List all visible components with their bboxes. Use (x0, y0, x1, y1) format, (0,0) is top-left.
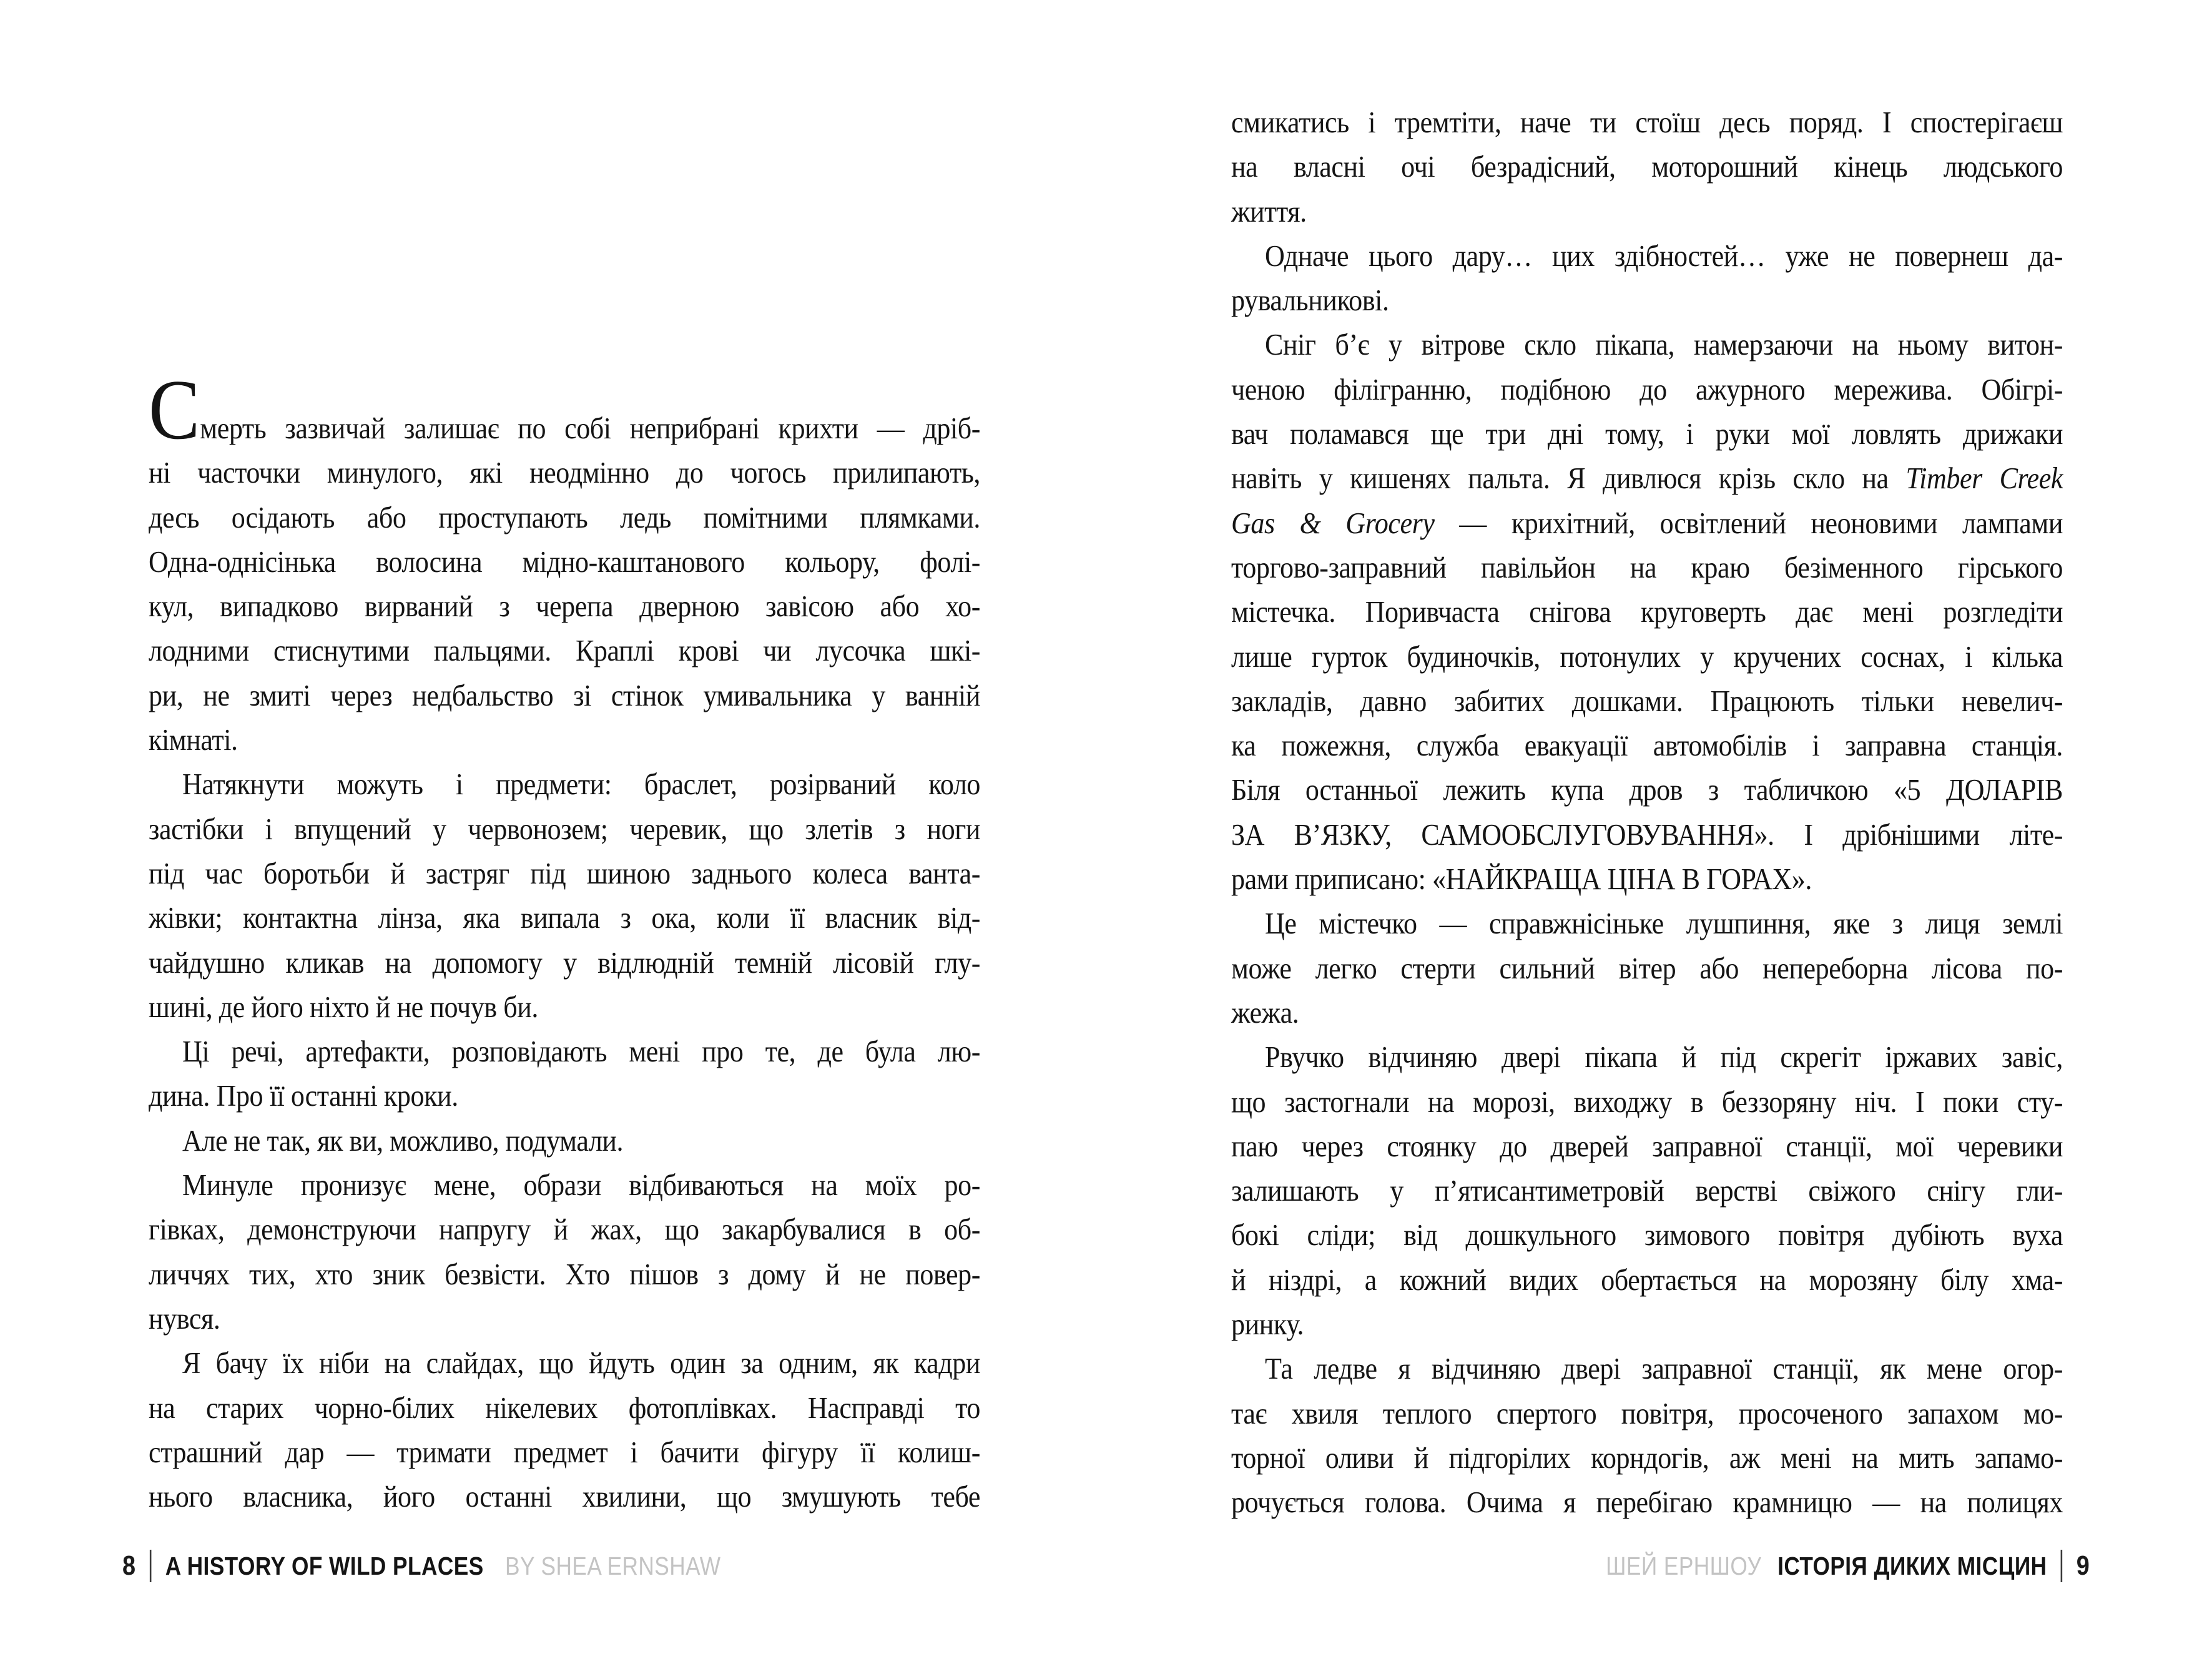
body-text: Минуле пронизує мене, образи відбиваються на моїх ро- (182, 1168, 980, 1203)
text-line (1231, 1213, 2063, 1257)
body-text: залишають у п’ятисантиметровій верстві свіжого снігу гли- (1231, 1173, 2063, 1208)
page-number-right: 9 (2076, 1550, 2090, 1581)
text-line (149, 1252, 980, 1296)
text-line (1231, 367, 2063, 411)
text-line (1231, 234, 2063, 278)
body-text: навіть у кишенях пальта. Я дивлюся крізь скло на (1231, 461, 1906, 496)
body-text: мерть зазвичай залишає по собі неприбрані крихти — дріб- (200, 411, 980, 445)
body-text: торгово-заправний павільйон на краю безіменного гірського (1231, 549, 2063, 584)
text-line (1231, 1435, 2063, 1480)
text-line (149, 495, 980, 539)
body-text: може легко стерти сильний вітер або непереборна лісова по- (1231, 950, 2063, 985)
text-line (1231, 411, 2063, 456)
body-text: личчях тих, хто зник безвісти. Хто пішов з дому й не повер- (149, 1256, 980, 1291)
body-text: жежа. (1231, 995, 1299, 1030)
text-line (1231, 1080, 2063, 1124)
footer-author-ukrainian: ШЕЙ ЕРНШОУ (1605, 1551, 1762, 1580)
right-footer (1606, 1547, 2090, 1585)
body-text: нього власника, його останні хвилини, що змушують тебе (149, 1479, 980, 1514)
body-text: десь осідають або проступають ледь помітними плямками. (149, 500, 980, 534)
text-line (1231, 144, 2063, 189)
text-line (1231, 545, 2063, 589)
body-text: Я бачу їх ніби на слайдах, що йдуть один за одним, як кадри (182, 1346, 980, 1381)
footer-author-english: BY SHEA ERNSHAW (505, 1551, 721, 1580)
text-line (149, 1163, 980, 1207)
text-line (1231, 100, 2063, 144)
text-line (1231, 501, 2063, 545)
text-line (1231, 1168, 2063, 1213)
drop-cap: С (149, 362, 200, 457)
body-text: ні часточки минулого, які неодмінно до чогось прилипають, (149, 455, 980, 490)
body-text: Одна-однісінька волосина мідно-каштанового кольору, фолі- (149, 544, 980, 579)
body-text: тає хвиля теплого спертого повітря, просоченого запахом мо- (1231, 1396, 2063, 1430)
text-line (1231, 1391, 2063, 1435)
footer-divider (150, 1550, 152, 1582)
body-text: страшний дар — тримати предмет і бачити фігуру її колиш- (149, 1434, 980, 1469)
text-line (1231, 1346, 2063, 1391)
body-text: кімнаті. (149, 722, 238, 757)
body-text: рувальникові. (1231, 283, 1389, 318)
body-text: гівках, демонструючи напругу й жах, що закарбувалися в об- (149, 1212, 980, 1247)
body-text: ка пожежня, служба евакуації автомобілів і заправна станція. (1231, 728, 2063, 763)
footer-divider (2061, 1550, 2063, 1582)
text-line (1231, 1124, 2063, 1168)
body-text: шині, де його ніхто й не почув би. (149, 989, 538, 1024)
body-text: що застогнали на морозі, виходжу в беззоряну ніч. І поки сту- (1231, 1084, 2063, 1119)
body-text: паю через стоянку до дверей заправної станції, мої черевики (1231, 1128, 2063, 1163)
text-line (1231, 679, 2063, 723)
text-line (1231, 1035, 2063, 1079)
text-line (149, 1341, 980, 1385)
text-line (1231, 767, 2063, 812)
body-text: Це містечко — справжнісіньке лушпиння, яке з лиця землі (1265, 906, 2063, 941)
text-line (1231, 946, 2063, 990)
text-line (1231, 456, 2063, 500)
text-line (1231, 1258, 2063, 1302)
body-text: бокі сліди; від дошкульного зимового повітря дубіють вуха (1231, 1218, 2063, 1253)
text-line (149, 762, 980, 806)
footer-book-title-ukrainian: ІСТОРІЯ ДИКИХ МІСЦИН (1777, 1551, 2047, 1580)
text-line (149, 1073, 980, 1118)
body-text: рами приписано: «НАЙКРАЩА ЦІНА В ГОРАХ». (1231, 862, 1812, 897)
text-line (149, 1296, 980, 1341)
italic-text: Timber Creek (1905, 461, 2063, 496)
body-text: на власні очі безрадісний, моторошний кінець людського (1231, 149, 2063, 184)
body-text: на старих чорно-білих нікелевих фотоплівках. Насправді то (149, 1390, 980, 1425)
text-line (149, 1386, 980, 1430)
right-text-column (1231, 100, 2063, 1525)
text-line (1231, 589, 2063, 634)
body-text: ченою філігранню, подібною до ажурного мережива. Обігрі- (1231, 372, 2063, 406)
body-text: ЗА В’ЯЗКУ, САМООБСЛУГОВУВАННЯ». І дрібнішими літе- (1231, 817, 2063, 852)
body-text: й ніздрі, а кожний видих обертається на морозяну білу хма- (1231, 1262, 2063, 1297)
text-line (149, 895, 980, 940)
body-text: дина. Про її останні кроки. (149, 1078, 458, 1113)
body-text: вач поламався ще три дні тому, і руки мої ловлять дрижаки (1231, 416, 2063, 451)
text-line (149, 1207, 980, 1251)
text-line (1231, 723, 2063, 767)
body-text: Але не так, як ви, можливо, подумали. (182, 1123, 624, 1158)
body-text: під час боротьби й застряг під шиною заднього колеса ванта- (149, 855, 980, 890)
body-text: ри, не змиті через недбальство зі стінок умивальника у ванній (149, 677, 980, 712)
body-text: застібки і впущений у червонозем; черевик, що злетів з ноги (149, 811, 980, 846)
body-text: містечка. Поривчаста снігова круговерть дає мені розгледіти (1231, 594, 2063, 629)
text-line (149, 940, 980, 985)
text-line (1231, 1302, 2063, 1346)
text-line (149, 539, 980, 584)
body-text: торної оливи й підгорілих корндогів, аж мені на мить запамо- (1231, 1440, 2063, 1475)
body-text: ринку. (1231, 1307, 1304, 1342)
text-line (149, 628, 980, 672)
text-line (1231, 990, 2063, 1035)
body-text: чайдушно кликав на допомогу у відлюдній темній лісовій глу- (149, 945, 980, 980)
body-text: лише гурток будиночків, потонулих у кручених соснах, і кілька (1231, 639, 2063, 674)
text-line (1231, 634, 2063, 679)
body-text: нувся. (149, 1301, 220, 1336)
text-line (1231, 857, 2063, 901)
left-text-column (149, 362, 980, 1519)
text-line (149, 1029, 980, 1073)
body-text: Натякнути можуть і предмети: браслет, розірваний коло (182, 767, 980, 802)
text-line (149, 584, 980, 628)
body-text: закладів, давно забитих дошками. Працюють тільки невелич- (1231, 683, 2063, 718)
text-line (1231, 901, 2063, 945)
body-text: лодними стиснутими пальцями. Краплі крові чи лусочка шкі- (149, 633, 980, 668)
text-line (149, 1430, 980, 1474)
body-text: Та ледве я відчиняю двері заправної станції, як мене огор- (1265, 1351, 2063, 1386)
text-line (1231, 189, 2063, 234)
body-text: Сніг б’є у вітрове скло пікапа, намерзаючи на ньому витон- (1265, 327, 2063, 362)
page-number-left: 8 (122, 1550, 136, 1581)
text-line (1231, 322, 2063, 367)
body-text: Рвучко відчиняю двері пікапа й під скрегіт іржавих завіс, (1265, 1040, 2063, 1075)
body-text: — крихітний, освітлений неоновими лампами (1434, 505, 2063, 540)
text-line (149, 851, 980, 895)
text-line (149, 985, 980, 1029)
text-line (149, 362, 980, 457)
text-line (149, 717, 980, 762)
text-line (149, 673, 980, 717)
body-text: кул, випадково вирваний з черепа дверною завісою або хо- (149, 589, 980, 624)
body-text: Одначе цього дару… цих здібностей… уже не повернеш да- (1265, 238, 2063, 273)
italic-text: Gas & Grocery (1231, 505, 1435, 540)
left-footer (122, 1547, 720, 1585)
body-text: жівки; контактна лінза, яка випала з ока, коли її власник від- (149, 900, 980, 935)
body-text: рочується голова. Очима я перебігаю крамницю — на полицях (1231, 1485, 2063, 1520)
body-text: Біля останньої лежить купа дров з табличкою «5 ДОЛАРІВ (1231, 772, 2063, 807)
text-line (1231, 812, 2063, 857)
text-line (149, 450, 980, 495)
text-line (149, 1474, 980, 1519)
text-line (149, 1118, 980, 1163)
text-line (1231, 278, 2063, 322)
text-line (1231, 1480, 2063, 1524)
footer-book-title-english: A HISTORY OF WILD PLACES (165, 1551, 484, 1580)
body-text: Ці речі, артефакти, розповідають мені про те, де була лю- (182, 1034, 980, 1069)
text-line (149, 807, 980, 851)
body-text: смикатись і тремтіти, наче ти стоїш десь поряд. І спостерігаєш (1231, 105, 2063, 139)
body-text: життя. (1231, 194, 1307, 229)
